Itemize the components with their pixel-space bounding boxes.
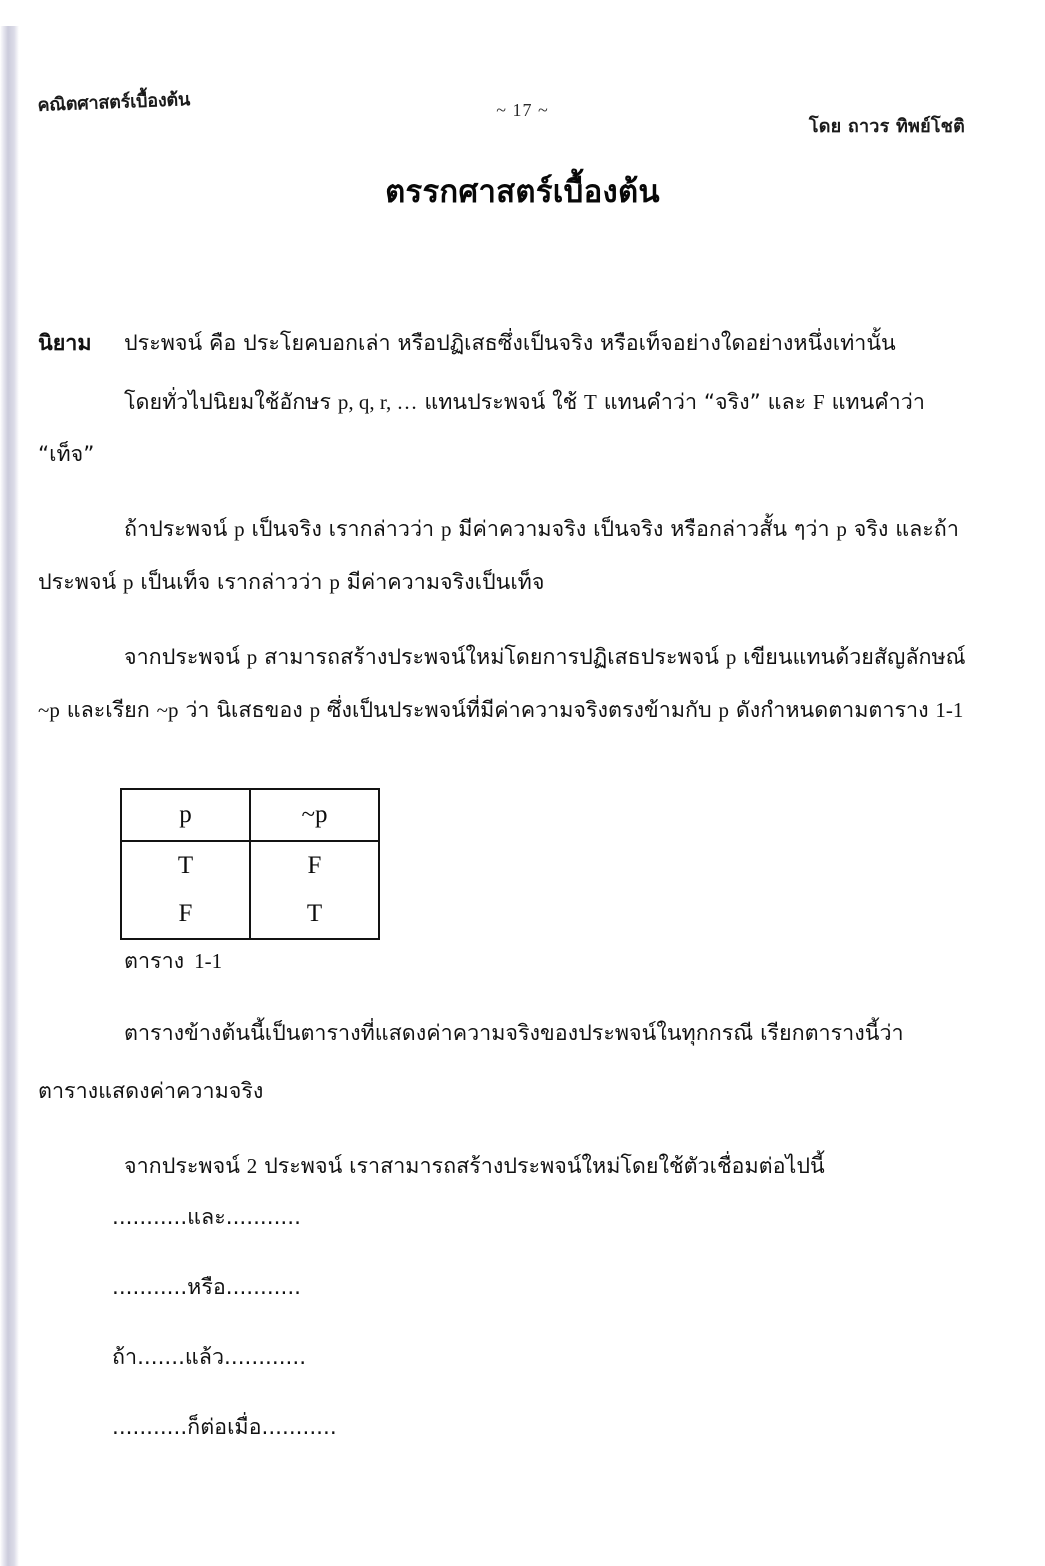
connective-iff: ...........ก็ต่อเมื่อ........... (112, 1415, 337, 1440)
proposition-letters: p, q, r, … (337, 390, 418, 414)
tv-part5: เป็นเท็จ เรากล่าวว่า (133, 570, 330, 595)
tv-part6: มีค่าความจริงเป็นเท็จ (339, 570, 545, 595)
neg-part7: ดังกำหนดตามตาราง (729, 698, 936, 723)
scan-edge-top-gap (0, 0, 19, 26)
running-head (0, 86, 1045, 146)
body-text-lower (38, 1008, 988, 1199)
connective-and: ...........และ........... (112, 1205, 301, 1230)
tv-p5: p (329, 570, 340, 594)
ci-part2: ประพจน์ เราสามารถสร้างประพจน์ใหม่โดยใช้ตัวเชื่อมต่อไปนี้ (257, 1154, 825, 1179)
table-caption-number: 1-1 (194, 949, 223, 973)
table-header-p: p (121, 789, 250, 841)
neg-part2: สามารถสร้างประพจน์ใหม่โดยการปฏิเสธประพจน์ (257, 645, 726, 670)
definition-paragraph (38, 318, 988, 370)
neg-p1: p (246, 645, 258, 669)
connective-or: ...........หรือ........... (112, 1275, 301, 1300)
ci-part1: จากประพจน์ (124, 1154, 247, 1179)
tv-p2: p (440, 517, 452, 541)
neg-part3: เขียนแทนด้วยสัญลักษณ์ (736, 645, 966, 670)
false-symbol: F (813, 390, 825, 414)
body-text-upper (38, 318, 988, 743)
running-head-author: โดย ถาวร ทิพย์โชติ (808, 116, 965, 137)
negation-symbol-1: ~p (38, 698, 60, 722)
tv-part4: จริง และถ้าประพจน์ (38, 517, 959, 595)
table-caption (124, 944, 222, 978)
neg-p2: p (725, 645, 737, 669)
truth-table (120, 788, 380, 940)
negation-symbol-2: ~p (156, 698, 179, 722)
table-header-not-p: ~p (250, 789, 379, 841)
table-cell-p-1: T (121, 841, 250, 890)
table-row (121, 890, 379, 939)
connectives-intro-paragraph (38, 1140, 988, 1193)
table-cell-notp-1: F (250, 841, 379, 890)
notation-part1: โดยทั่วไปนิยมใช้อักษร (124, 390, 338, 415)
tv-part2: เป็นจริง เรากล่าวว่า (244, 517, 441, 542)
neg-part6: ซึ่งเป็นประพจน์ที่มีค่าความจริงตรงข้ามกับ (320, 698, 719, 723)
after-table-line1: ตารางข้างต้นนี้เป็นตารางที่แสดงค่าความจริงของประพจน์ในทุกกรณี เรียกตารางนี้ว่า (124, 1021, 904, 1046)
notation-paragraph (38, 376, 988, 481)
notation-part4: แทนคำว่า “เท็จ” (38, 390, 925, 467)
neg-part4: และเรียก (59, 698, 157, 723)
negation-paragraph (38, 631, 988, 737)
table-row (121, 841, 379, 890)
after-table-paragraph-cont (38, 1066, 988, 1118)
table-caption-label: ตาราง (124, 949, 185, 974)
neg-p3: p (309, 698, 321, 722)
neg-p4: p (718, 698, 729, 722)
definition-text: ประพจน์ คือ ประโยคบอกเล่า หรือปฏิเสธซึ่งเป็นจริง หรือเท็จอย่างใดอย่างหนึ่งเท่านั้น (124, 331, 896, 356)
neg-part1: จากประพจน์ (124, 645, 247, 670)
page-title: ตรรกศาสตร์เบื้องต้น (385, 174, 660, 210)
table-header-row (121, 789, 379, 841)
tv-p1: p (234, 517, 245, 541)
definition-label: นิยาม (38, 331, 92, 356)
connectives-list (112, 1200, 712, 1480)
running-head-left-title: คณิตศาสตร์เบื้องต้น (37, 89, 191, 117)
table-cell-p-2: F (121, 890, 250, 939)
tv-part3: มีค่าความจริง เป็นจริง หรือกล่าวสั้น ๆว่า (451, 517, 837, 542)
truth-table-container (120, 788, 380, 940)
table-cell-notp-2: T (250, 890, 379, 939)
connective-if-then: ถ้า.......แล้ว............ (112, 1345, 307, 1370)
after-table-paragraph (38, 1008, 988, 1060)
tv-part1: ถ้าประพจน์ (124, 517, 235, 542)
neg-part5: ว่า นิเสธของ (178, 698, 310, 723)
notation-part2: แทนประพจน์ ใช้ (417, 390, 585, 415)
after-table-line2: ตารางแสดงค่าความจริง (38, 1079, 264, 1104)
ci-count: 2 (246, 1154, 258, 1178)
tv-p3: p (836, 517, 847, 541)
tv-p4: p (123, 570, 134, 594)
table-reference: 1-1 (935, 698, 964, 722)
notation-part3: แทนคำว่า “จริง” และ (596, 390, 814, 415)
truth-value-paragraph (38, 503, 988, 609)
scan-edge-shadow (0, 0, 19, 1566)
page-number: ~ 17 ~ (496, 100, 549, 120)
true-symbol: T (584, 390, 597, 414)
